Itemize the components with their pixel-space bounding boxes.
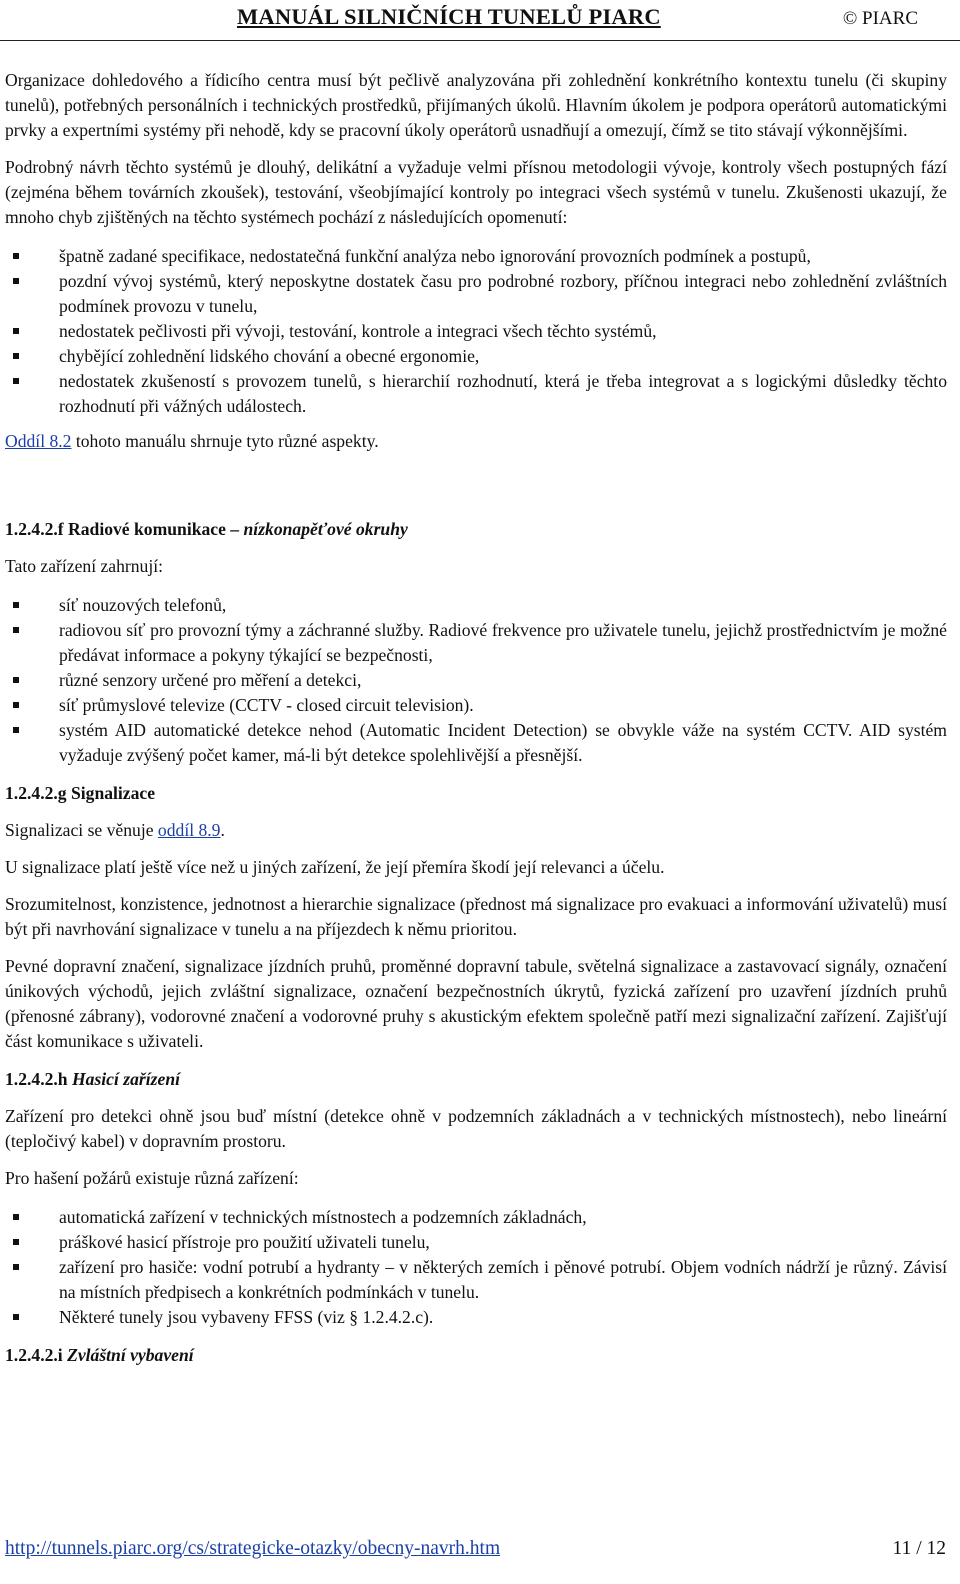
bullet-list — [5, 1205, 947, 1330]
section-link-8-2[interactable]: Oddíl 8.2 — [5, 431, 72, 451]
section-title: Hasicí zařízení — [71, 1069, 180, 1089]
list-item: systém AID automatické detekce nehod (Automatic Incident Detection) se obvykle váže na systém CCTV. AID systém vyžaduje zvýšený počet kamer, má-li být detekce spolehlivější a přesnější. — [5, 718, 947, 768]
list-item: práškové hasicí přístroje pro použití uživateli tunelu, — [5, 1230, 947, 1255]
paragraph: Srozumitelnost, konzistence, jednotnost a hierarchie signalizace (přednost má signalizace pro evakuaci a informování uživatelů) musí být při navrhování signalizace v tunelu a na příjezdech k němu prioritou. — [5, 894, 947, 939]
section-heading-f — [5, 517, 947, 542]
paragraph-text: . — [220, 820, 225, 840]
paragraph-text: tohoto manuálu shrnuje tyto různé aspekty. — [71, 431, 379, 451]
paragraph: Tato zařízení zahrnují: — [5, 556, 164, 576]
section-number: 1.2.4.2.i — [5, 1345, 68, 1365]
paragraph: Pro hašení požárů existuje různá zařízení: — [5, 1168, 299, 1188]
paragraph: U signalizace platí ještě více než u jiných zařízení, že její přemíra škodí její relevanci a účelu. — [5, 857, 665, 877]
list-item: síť nouzových telefonů, — [5, 593, 947, 618]
paragraph-text: Signalizaci se věnuje — [5, 820, 158, 840]
list-item: automatická zařízení v technických místnostech a podzemních základnách, — [5, 1205, 947, 1230]
source-url-link[interactable]: http://tunnels.piarc.org/cs/strategicke-otazky/obecny-navrh.htm — [5, 1538, 501, 1559]
document-title: MANUÁL SILNIČNÍCH TUNELŮ PIARC — [237, 4, 661, 29]
document-body — [5, 68, 947, 1380]
list-item: radiovou síť pro provozní týmy a záchranné služby. Radiové frekvence pro uživatele tunelu, jejichž prostřednictvím je možné předávat informace a pokyny týkající se bezpečnosti, — [5, 618, 947, 668]
paragraph: Podrobný návrh těchto systémů je dlouhý, delikátní a vyžaduje velmi přísnou metodologii vývoje, kontroly všech postupných fází (zejména během továrních zkoušek), testování, všeobjímající kontroly po integraci všech systémů v tunelu. Zkušenosti ukazují, že mnoho chyb zjištěných na těchto systémech pochází z následujících opomenutí: — [5, 157, 947, 227]
page-number: 11 / 12 — [892, 1538, 946, 1559]
list-item: síť průmyslové televize (CCTV - closed circuit television). — [5, 693, 947, 718]
paragraph: Zařízení pro detekci ohně jsou buď místní (detekce ohně v podzemních základnách a v technických místnostech), nebo lineární (tepločivý kabel) v dopravním prostoru. — [5, 1106, 947, 1151]
section-title: 1.2.4.2.g Signalizace — [5, 783, 156, 803]
section-title: Zvláštní vybavení — [67, 1345, 194, 1365]
paragraph: Pevné dopravní značení, signalizace jízdních pruhů, proměnné dopravní tabule, světelná signalizace a zastavovací signály, označení únikových východů, jejich zvláštní signalizace, označení bezpečnostních úkrytů, fyzická zařízení pro uzavření jízdních pruhů (přenosné zábrany), vodorovné značení a vodorovné pruhy s akustickým efektem společně patří mezi signalizační zařízení. Zajišťují část komunikace s uživateli. — [5, 956, 947, 1051]
page-header — [0, 0, 960, 41]
section-heading-g — [5, 781, 947, 806]
list-item: nedostatek zkušeností s provozem tunelů, s hierarchií rozhodnutí, která je třeba integrovat a s logickými důsledky těchto rozhodnutí při vážných událostech. — [5, 369, 947, 419]
section-link-8-9[interactable]: oddíl 8.9 — [157, 820, 221, 840]
list-item: chybějící zohlednění lidského chování a obecné ergonomie, — [5, 344, 947, 369]
list-item: špatně zadané specifikace, nedostatečná funkční analýza nebo ignorování provozních podmínek a postupů, — [5, 244, 947, 269]
list-item: Některé tunely jsou vybaveny FFSS (viz § 1.2.4.2.c). — [5, 1305, 947, 1330]
paragraph: Organizace dohledového a řídicího centra musí být pečlivě analyzována při zohlednění konkrétního kontextu tunelu (či skupiny tunelů), potřebných personálních i technických prostředků, přijímaných úkolů. Hlavním úkolem je podpora operátorů automatickými prvky a expertními systémy při nehodě, kdy se pracovní úkoly operátorů usnadňují a omezují, čímž se tito stávají výkonnějšími. — [5, 70, 947, 140]
paragraph — [5, 429, 947, 454]
section-number: 1.2.4.2.h — [5, 1069, 72, 1089]
list-item: zařízení pro hasiče: vodní potrubí a hydranty – v některých zemích i pěnové potrubí. Objem vodních nádrží je různý. Závisí na místních předpisech a konkrétních podmínkách v tunelu. — [5, 1255, 947, 1305]
bullet-list — [5, 593, 947, 768]
list-item: nedostatek pečlivosti při vývoji, testování, kontrole a integraci všech těchto systémů, — [5, 319, 947, 344]
copyright-notice: © PIARC — [842, 8, 918, 29]
section-heading-i — [5, 1343, 947, 1368]
list-item: různé senzory určené pro měření a detekci, — [5, 668, 947, 693]
list-item: pozdní vývoj systémů, který neposkytne dostatek času pro podrobné rozbory, příčnou integraci nebo zohlednění zvláštních podmínek provozu v tunelu, — [5, 269, 947, 319]
page-footer — [5, 1532, 946, 1562]
section-title: nízkonapěťové okruhy — [243, 519, 408, 539]
bullet-list — [5, 244, 947, 419]
section-number: 1.2.4.2.f Radiové komunikace – — [5, 519, 244, 539]
section-heading-h — [5, 1067, 947, 1092]
paragraph — [5, 818, 947, 843]
